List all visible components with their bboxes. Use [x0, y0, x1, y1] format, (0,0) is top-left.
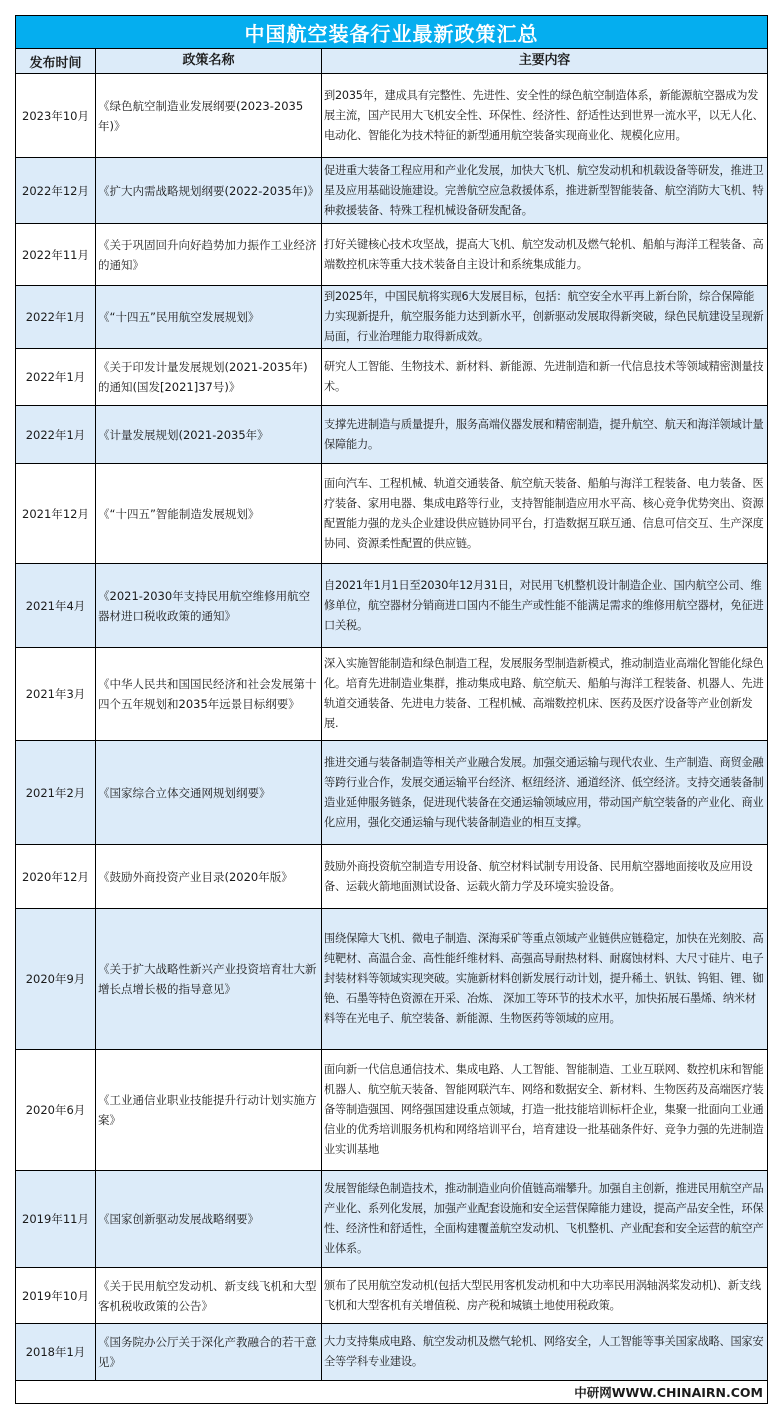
row-date: 2021年3月: [16, 648, 96, 740]
row-policy-name: 《国家创新驱动发展战略纲要》: [96, 1171, 322, 1267]
row-content: 研究人工智能、生物技术、新材料、新能源、先进制造和新一代信息技术等领域精密测量技术。: [324, 360, 764, 393]
row-policy-name: 《绿色航空制造业发展纲要(2023-2035年)》: [96, 74, 322, 157]
policy-table: [15, 15, 768, 1404]
row-policy-name: 《“十四五”民用航空发展规划》: [96, 286, 322, 348]
row-date: 2018年1月: [16, 1324, 96, 1380]
row-date: 2019年10月: [16, 1268, 96, 1323]
row-date: 2020年6月: [16, 1050, 96, 1170]
row-content: 鼓励外商投资航空制造专用设备、航空材料试制专用设备、民用航空器地面接收及应用设备、运载火箭地面测试设备、运载火箭力学及环境实验设备。: [324, 859, 753, 893]
row-policy-name: 《工业通信业职业技能提升行动计划实施方案》: [96, 1050, 322, 1170]
row-content: 打好关键核心技术攻坚战，提高大飞机、航空发动机及燃气轮机、船舶与海洋工程装备、高端数控机床等重大技术装备自主设计和系统集成能力。: [324, 237, 764, 271]
table-row: [16, 464, 767, 564]
row-content: 促进重大装备工程应用和产业化发展，加快大飞机、航空发动机和机载设备等研发，推进卫星及应用基础设施建设。完善航空应急救援体系，推进新型智能装备、航空消防大飞机、特种救援装备、特殊工程机械设备研发配备。: [324, 163, 764, 217]
table-row: [16, 74, 767, 158]
header-row: [16, 49, 767, 74]
row-date: 2020年12月: [16, 845, 96, 908]
table-row: [16, 648, 767, 741]
header-content: 主要内容: [518, 53, 571, 68]
row-content: 发展智能绿色制造技术，推动制造业向价值链高端攀升。加强自主创新，推进民用航空产品产业化、系列化发展，加强产业配套设施和安全运营保障能力建设，提高产品安全性，环保性、经济性和舒适性，全面构建覆盖航空发动机、飞机整机、产业配套和安全运营的航空产业体系。: [324, 1182, 764, 1255]
row-content: 大力支持集成电路、航空发动机及燃气轮机、网络安全，人工智能等事关国家战略、国家安全等学科专业建设。: [324, 1335, 764, 1368]
row-content: 到2035年，建成具有完整性、先进性、安全性的绿色航空制造体系，新能源航空器成为发展主流，国产民用大飞机安全性、环保性、经济性、舒适性达到世界一流水平，以无人化、电动化、智能化为技术特征的新型通用航空装备实现商业化、规模化应用。: [324, 88, 764, 142]
header-name: 政策名称: [96, 49, 322, 73]
row-content: 深入实施智能制造和绿色制造工程，发展服务型制造新模式，推动制造业高端化智能化绿色化。培育先进制造业集群，推动集成电路、航空航天、船舶与海洋工程装备、机器人、先进轨道交通装备、先进电力装备、工程机械、高端数控机床、医药及医疗设备等产业创新发展.: [324, 657, 764, 730]
row-content: 支撑先进制造与质量提升，服务高端仪器发展和精密制造，提升航空、航天和海洋领域计量保障能力。: [324, 417, 764, 451]
row-date: 2019年11月: [16, 1171, 96, 1267]
table-row: [16, 1268, 767, 1324]
row-policy-name: 《关于巩固回升向好趋势加力振作工业经济的通知》: [96, 224, 322, 285]
row-policy-name: 《关于印发计量发展规划(2021-2035年)的通知(国发[2021]37号)》: [96, 349, 322, 405]
table-row: [16, 909, 767, 1050]
table-title: 中国航空装备行业最新政策汇总: [16, 16, 767, 49]
row-date: 2022年1月: [16, 349, 96, 405]
row-content: 到2025年，中国民航将实现6大发展目标，包括：航空安全水平再上新台阶，综合保障能力实现新提升，航空服务能力达到新水平，创新驱动发展取得新突破，绿色民航建设呈现新局面，行业治理能力取得新成效。: [324, 290, 764, 343]
row-policy-name: 《中华人民共和国国民经济和社会发展第十四个五年规划和2035年远景目标纲要》: [96, 648, 322, 740]
table-row: [16, 845, 767, 909]
row-date: 2022年11月: [16, 224, 96, 285]
row-content: 面向汽车、工程机械、轨道交通装备、航空航天装备、船舶与海洋工程装备、电力装备、医疗装备、家用电器、集成电路等行业，支持智能制造应用水平高、核心竞争优势突出、资源配置能力强的龙头企业建设供应链协同平台，打造数据互联互通、信息可信交互、生产深度协同、资源柔性配置的供应链。: [324, 476, 764, 550]
row-date: 2023年10月: [16, 74, 96, 157]
header-date: 发布时间: [16, 49, 96, 73]
row-policy-name: 《国家综合立体交通网规划纲要》: [96, 741, 322, 844]
row-policy-name: 《“十四五”智能制造发展规划》: [96, 464, 322, 563]
row-content: 自2021年1月1日至2030年12月31日，对民用飞机整机设计制造企业、国内航空公司、维修单位，航空器材分销商进口国内不能生产或性能不能满足需求的维修用航空器材，免征进口关税。: [324, 578, 764, 632]
table-row: [16, 564, 767, 648]
row-date: 2022年1月: [16, 286, 96, 348]
row-content: 推进交通与装备制造等相关产业融合发展。加强交通运输与现代农业、生产制造、商贸金融等跨行业合作，发展交通运输平台经济、枢纽经济、通道经济、低空经济。支持交通装备制造业延伸服务链条，促进现代装备在交通运输领域应用，带动国产航空装备的产业化、商业化应用，强化交通运输与现代装备制造业的相互支撑。: [324, 755, 764, 829]
table-row: [16, 1324, 767, 1381]
row-policy-name: 《计量发展规划(2021-2035年》: [96, 406, 322, 463]
row-content: 颁布了民用航空发动机(包括大型民用客机发动机和中大功率民用涡轴涡桨发动机)、新支线飞机和大型客机有关增值税、房产税和城镇土地使用税政策。: [324, 1278, 761, 1312]
row-content: 面向新一代信息通信技术、集成电路、人工智能、智能制造、工业互联网、数控机床和智能机器人、航空航天装备、智能网联汽车、网络和数据安全、新材料、生物医药及高端医疗装备等制造强国、网络强国建设重点领域，打造一批技能培训标杆企业，集聚一批面向工业通信业的优秀培训服务机构和网络培训平台，培育建设一批基础条件好、竞争力强的先进制造业实训基地: [324, 1063, 764, 1156]
row-date: 2021年12月: [16, 464, 96, 563]
table-row: [16, 406, 767, 464]
table-row: [16, 1050, 767, 1171]
row-policy-name: 《扩大内需战略规划纲要(2022-2035年)》: [96, 158, 322, 223]
row-date: 2022年1月: [16, 406, 96, 463]
row-date: 2022年12月: [16, 158, 96, 223]
table-row: [16, 158, 767, 224]
row-policy-name: 《关于民用航空发动机、新支线飞机和大型客机税收政策的公告》: [96, 1268, 322, 1323]
row-policy-name: 《关于扩大战略性新兴产业投资培育壮大新增长点增长极的指导意见》: [96, 909, 322, 1049]
row-date: 2020年9月: [16, 909, 96, 1049]
row-policy-name: 《2021-2030年支持民用航空维修用航空器材进口税收政策的通知》: [96, 564, 322, 647]
row-date: 2021年2月: [16, 741, 96, 844]
table-row: [16, 349, 767, 406]
row-date: 2021年4月: [16, 564, 96, 647]
row-content: 围绕保障大飞机、微电子制造、深海采矿等重点领域产业链供应链稳定，加快在光刻胶、高纯靶材、高温合金、高性能纤维材料、高强高导耐热材料、耐腐蚀材料、大尺寸硅片、电子封装材料等领域实现突破。实施新材料创新发展行动计划，提升稀土、钒钛、钨钼、锂、铷铯、石墨等特色资源在开采、冶炼、 深加工等环节的技术水平，加快拓展石墨烯、纳米材料等在光电子、航空装备、新能源、生物医药等领域的应用。: [324, 932, 764, 1025]
table-row: [16, 286, 767, 349]
table-row: [16, 1171, 767, 1268]
row-policy-name: 《鼓励外商投资产业目录(2020年版》: [96, 845, 322, 908]
row-policy-name: 《国务院办公厅关于深化产教融合的若干意见》: [96, 1324, 322, 1380]
table-row: [16, 224, 767, 286]
table-row: [16, 741, 767, 845]
source-footer: 中研网WWW.CHINAIRN.COM: [574, 1385, 763, 1400]
